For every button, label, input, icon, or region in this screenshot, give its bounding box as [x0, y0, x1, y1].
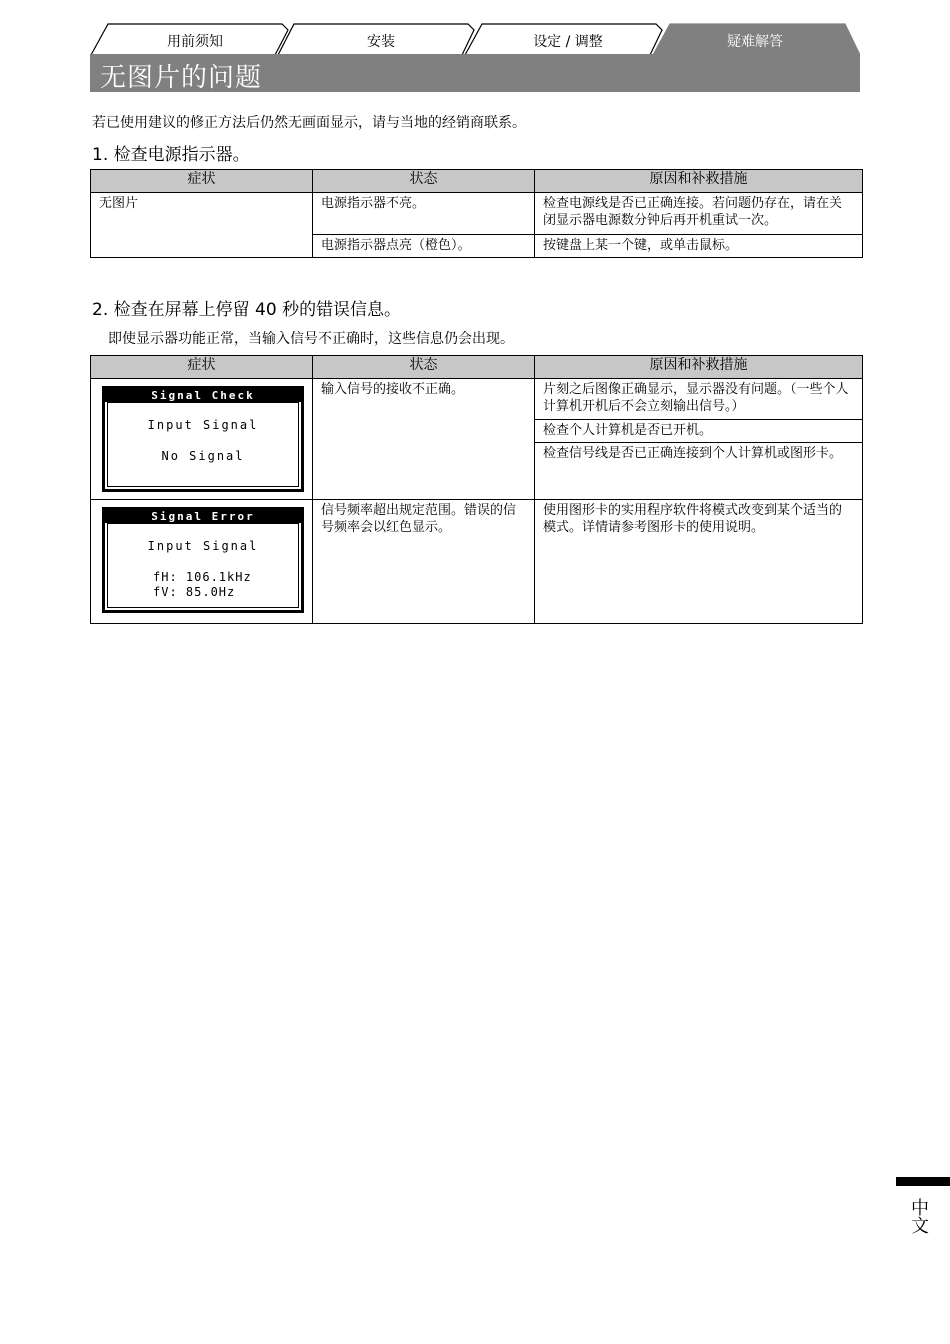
osd-title: Signal Error [105, 510, 301, 523]
tab-troubleshooting[interactable]: 疑难解答 [727, 34, 783, 50]
header-symptom: 症状 [91, 170, 313, 193]
tab-bar [90, 22, 860, 56]
intro-text: 若已使用建议的修正方法后仍然无画面显示，请与当地的经销商联系。 [92, 115, 526, 131]
status-cell: 电源指示器点亮（橙色）。 [313, 234, 535, 257]
remedy-cell: 片刻之后图像正确显示，显示器没有问题。（一些个人计算机开机后不会立刻输出信号。） [535, 379, 863, 420]
table-row [91, 193, 863, 235]
language-marker-bar [896, 1177, 950, 1186]
header-remedy: 原因和补救措施 [535, 170, 863, 193]
header-remedy: 原因和补救措施 [535, 356, 863, 379]
osd-line: Input Signal [147, 418, 259, 432]
signal-error-osd [102, 507, 304, 613]
osd-frequency-h: fH: 106.1kHz [153, 570, 252, 584]
remedy-cell: 使用图形卡的实用程序软件将模式改变到某个适当的模式。详情请参考图形卡的使用说明。 [535, 500, 863, 624]
remedy-cell: 检查信号线是否已正确连接到个人计算机或图形卡。 [535, 443, 863, 500]
status-cell: 输入信号的接收不正确。 [313, 379, 535, 500]
page-title: 无图片的问题 [100, 63, 263, 93]
remedy-cell: 检查电源线是否已正确连接。若问题仍存在，请在关闭显示器电源数分钟后再开机重试一次。 [535, 193, 863, 235]
remedy-cell: 检查个人计算机是否已开机。 [535, 420, 863, 443]
osd-line: No Signal [161, 449, 245, 463]
table-row [91, 379, 863, 420]
tab-settings[interactable]: 设定 / 调整 [533, 34, 603, 50]
power-indicator-table [90, 169, 863, 258]
status-cell: 电源指示器不亮。 [313, 193, 535, 235]
section2-subtitle: 即使显示器功能正常，当输入信号不正确时，这些信息仍会出现。 [108, 331, 514, 347]
header-symptom: 症状 [91, 356, 313, 379]
symptom-cell [91, 500, 313, 624]
osd-line: Input Signal [147, 539, 259, 553]
header-status: 状态 [313, 170, 535, 193]
language-label: 中文 [908, 1198, 929, 1234]
tab-preface[interactable]: 用前须知 [167, 34, 223, 50]
table-header-row [91, 356, 863, 379]
status-cell: 信号频率超出规定范围。错误的信号频率会以红色显示。 [313, 500, 535, 624]
table-row [91, 500, 863, 624]
header-status: 状态 [313, 356, 535, 379]
symptom-cell [91, 379, 313, 500]
tab-installation[interactable]: 安装 [367, 34, 395, 50]
section2-title: 2. 检查在屏幕上停留 40 秒的错误信息。 [92, 300, 402, 320]
osd-frame [107, 402, 299, 487]
remedy-cell: 按键盘上某一个键，或单击鼠标。 [535, 234, 863, 257]
table-header-row [91, 170, 863, 193]
signal-check-osd [102, 386, 304, 492]
title-banner [90, 54, 860, 92]
section1-title: 1. 检查电源指示器。 [92, 145, 250, 165]
error-message-table [90, 355, 863, 624]
symptom-cell: 无图片 [91, 193, 313, 258]
osd-title: Signal Check [105, 389, 301, 402]
osd-frequency-v: fV: 85.0Hz [153, 585, 236, 599]
